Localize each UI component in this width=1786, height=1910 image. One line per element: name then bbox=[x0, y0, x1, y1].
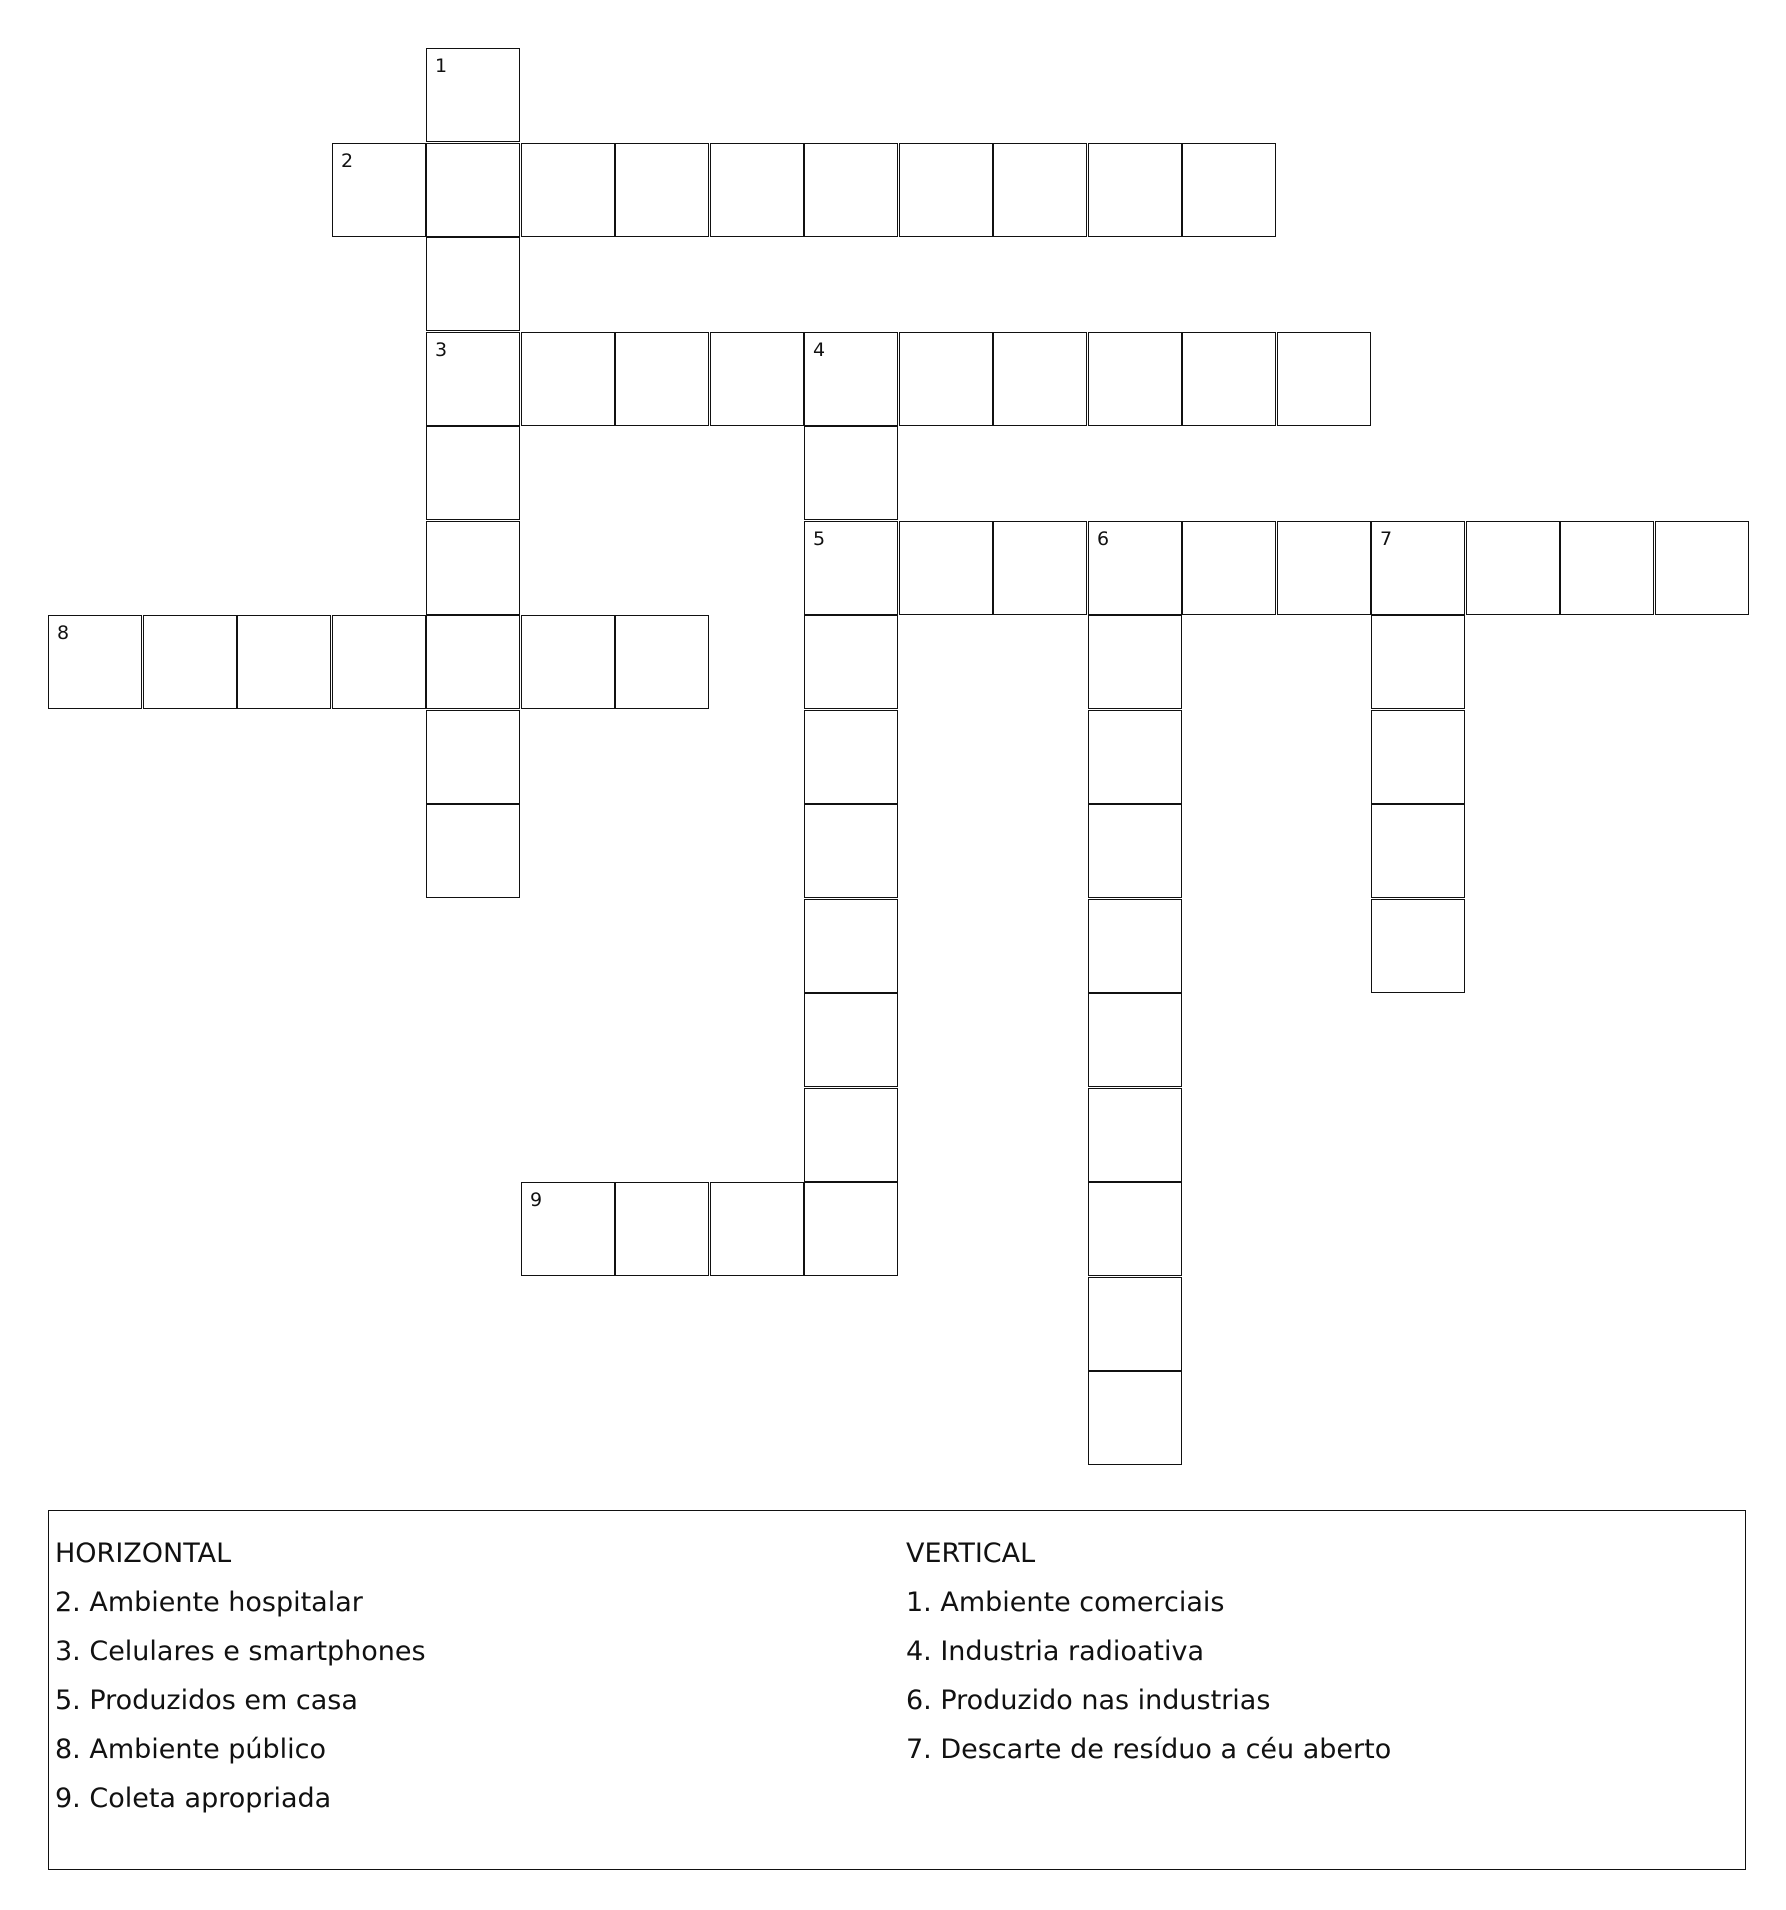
clue-number: 3 bbox=[435, 339, 448, 361]
clue-down-7: 7. Descarte de resíduo a céu aberto bbox=[906, 1734, 1392, 1765]
crossword-cell[interactable] bbox=[426, 237, 520, 331]
crossword-cell[interactable] bbox=[426, 143, 520, 237]
crossword-cell[interactable] bbox=[426, 332, 520, 426]
crossword-cell[interactable] bbox=[426, 426, 520, 520]
crossword-cell[interactable] bbox=[804, 521, 898, 615]
crossword-cell[interactable] bbox=[521, 615, 615, 709]
crossword-cell[interactable] bbox=[426, 615, 520, 709]
crossword-cell[interactable] bbox=[1371, 899, 1465, 993]
crossword-cell[interactable] bbox=[48, 615, 142, 709]
crossword-cell[interactable] bbox=[993, 521, 1087, 615]
crossword-cell[interactable] bbox=[521, 1182, 615, 1276]
crossword-cell[interactable] bbox=[1560, 521, 1654, 615]
crossword-cell[interactable] bbox=[615, 615, 709, 709]
clues-panel bbox=[48, 1510, 1746, 1870]
clue-down-6: 6. Produzido nas industrias bbox=[906, 1685, 1271, 1716]
crossword-cell[interactable] bbox=[615, 143, 709, 237]
clue-number: 6 bbox=[1097, 528, 1110, 550]
clue-number: 4 bbox=[813, 339, 826, 361]
crossword-cell[interactable] bbox=[332, 143, 426, 237]
crossword-cell[interactable] bbox=[521, 143, 615, 237]
crossword-cell[interactable] bbox=[1088, 332, 1182, 426]
clue-across-5: 5. Produzidos em casa bbox=[55, 1685, 358, 1716]
crossword-cell[interactable] bbox=[1088, 143, 1182, 237]
crossword-cell[interactable] bbox=[1371, 710, 1465, 804]
clue-number: 7 bbox=[1380, 528, 1393, 550]
crossword-cell[interactable] bbox=[899, 332, 993, 426]
clue-across-2: 2. Ambiente hospitalar bbox=[55, 1587, 363, 1618]
clue-across-8: 8. Ambiente público bbox=[55, 1734, 327, 1765]
crossword-cell[interactable] bbox=[804, 143, 898, 237]
crossword-cell[interactable] bbox=[710, 1182, 804, 1276]
crossword-cell[interactable] bbox=[804, 899, 898, 993]
crossword-cell[interactable] bbox=[804, 426, 898, 520]
crossword-cell[interactable] bbox=[1088, 1182, 1182, 1276]
horizontal-clues bbox=[55, 1529, 426, 1823]
crossword-cell[interactable] bbox=[615, 332, 709, 426]
crossword-cell[interactable] bbox=[1182, 521, 1276, 615]
crossword-cell[interactable] bbox=[237, 615, 331, 709]
crossword-cell[interactable] bbox=[1371, 615, 1465, 709]
crossword-cell[interactable] bbox=[804, 1182, 898, 1276]
crossword-cell[interactable] bbox=[804, 1088, 898, 1182]
crossword-cell[interactable] bbox=[804, 993, 898, 1087]
clue-number: 9 bbox=[530, 1189, 543, 1211]
crossword-cell[interactable] bbox=[332, 615, 426, 709]
crossword-cell[interactable] bbox=[426, 710, 520, 804]
crossword-cell[interactable] bbox=[710, 332, 804, 426]
crossword-cell[interactable] bbox=[899, 143, 993, 237]
vertical-clues bbox=[906, 1529, 1391, 1774]
crossword-cell[interactable] bbox=[1277, 332, 1371, 426]
crossword-cell[interactable] bbox=[615, 1182, 709, 1276]
crossword-cell[interactable] bbox=[804, 332, 898, 426]
crossword-cell[interactable] bbox=[1466, 521, 1560, 615]
crossword-cell[interactable] bbox=[426, 48, 520, 142]
vertical-heading: VERTICAL bbox=[906, 1538, 1036, 1569]
crossword-cell[interactable] bbox=[1182, 143, 1276, 237]
crossword-cell[interactable] bbox=[993, 332, 1087, 426]
clue-number: 2 bbox=[341, 150, 354, 172]
crossword-cell[interactable] bbox=[804, 804, 898, 898]
clue-number: 5 bbox=[813, 528, 826, 550]
crossword-cell[interactable] bbox=[521, 332, 615, 426]
crossword-cell[interactable] bbox=[1088, 993, 1182, 1087]
crossword-cell[interactable] bbox=[1277, 521, 1371, 615]
crossword-cell[interactable] bbox=[1088, 521, 1182, 615]
crossword-cell[interactable] bbox=[426, 804, 520, 898]
crossword-cell[interactable] bbox=[1088, 615, 1182, 709]
horizontal-heading: HORIZONTAL bbox=[55, 1538, 232, 1569]
crossword-cell[interactable] bbox=[1088, 1371, 1182, 1465]
crossword-cell[interactable] bbox=[143, 615, 237, 709]
crossword-cell[interactable] bbox=[1088, 1088, 1182, 1182]
crossword-cell[interactable] bbox=[1371, 804, 1465, 898]
crossword-cell[interactable] bbox=[1088, 899, 1182, 993]
crossword-cell[interactable] bbox=[804, 615, 898, 709]
crossword-cell[interactable] bbox=[993, 143, 1087, 237]
crossword-cell[interactable] bbox=[1371, 521, 1465, 615]
clue-across-9: 9. Coleta apropriada bbox=[55, 1783, 332, 1814]
clue-number: 8 bbox=[57, 622, 70, 644]
crossword-cell[interactable] bbox=[1182, 332, 1276, 426]
crossword-cell[interactable] bbox=[1088, 1277, 1182, 1371]
crossword-cell[interactable] bbox=[426, 521, 520, 615]
crossword-cell[interactable] bbox=[710, 143, 804, 237]
clue-down-4: 4. Industria radioativa bbox=[906, 1636, 1205, 1667]
clue-down-1: 1. Ambiente comerciais bbox=[906, 1587, 1225, 1618]
crossword-cell[interactable] bbox=[1088, 710, 1182, 804]
crossword-cell[interactable] bbox=[804, 710, 898, 804]
crossword-cell[interactable] bbox=[899, 521, 993, 615]
clue-number: 1 bbox=[435, 55, 448, 77]
clue-across-3: 3. Celulares e smartphones bbox=[55, 1636, 426, 1667]
crossword-cell[interactable] bbox=[1655, 521, 1749, 615]
crossword-cell[interactable] bbox=[1088, 804, 1182, 898]
